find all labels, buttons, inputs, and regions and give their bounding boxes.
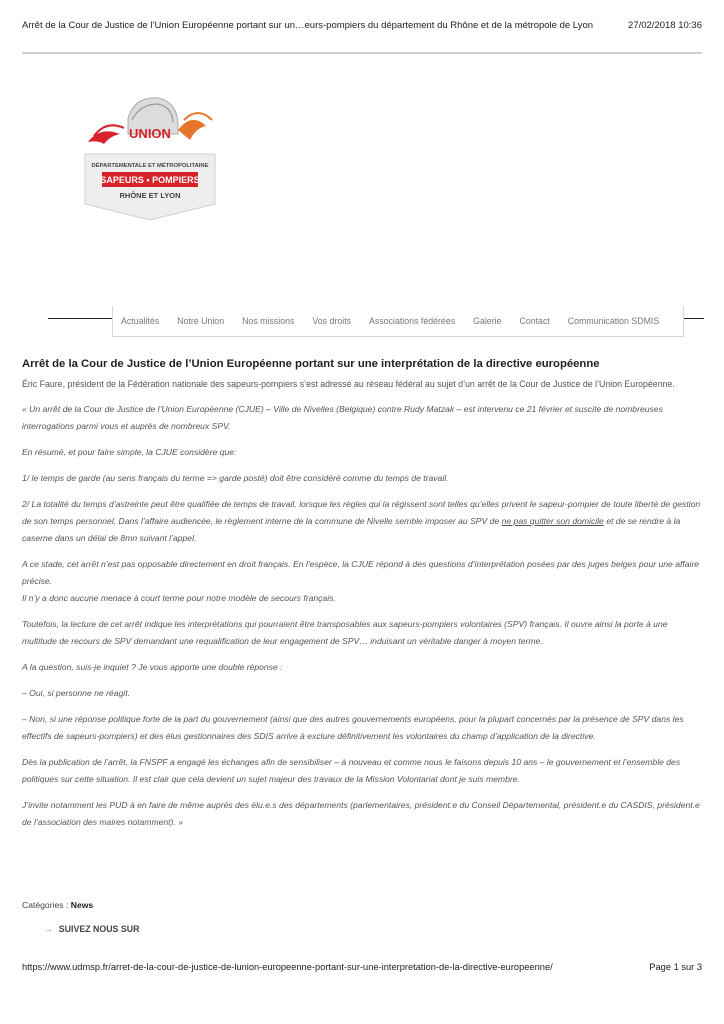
paragraph-text: 2/ La totalité du temps d’astreinte peut être qualifiée de temps de travail, lorsque les règles qui la régissent sont telles qu’elles privent le sapeur-pompier de toute liberté de gestion de son temps personnel. Dans l’affaire audiencée, le règlement interne de la commune de Nivelle semble imposer au SPV de (22, 499, 701, 526)
article-paragraph (22, 496, 702, 547)
nav-item-vos-droits[interactable]: Vos droits (312, 316, 352, 326)
arrow-right-icon: → (44, 924, 53, 934)
article-paragraph: J’invite notamment les PUD à en faire de même auprès des élu.e.s des départements (parlementaires, président.e du Conseil Départemental, président.e du CASDIS, président.e de l’association des maires notamment). » (22, 800, 700, 827)
nav-item-contact[interactable]: Contact (519, 316, 550, 326)
paragraph-text: Il n’y a donc aucune menace à court terme pour notre modèle de secours français. (22, 593, 336, 603)
follow-us[interactable] (44, 924, 139, 934)
underlined-phrase: ne pas quitter son domicile (501, 516, 604, 526)
follow-label: SUIVEZ NOUS SUR (58, 924, 140, 934)
page-number: Page 1 sur 3 (649, 962, 702, 972)
nav-item-galerie[interactable]: Galerie (473, 316, 502, 326)
nav-item-communication[interactable]: Communication SDMIS (567, 316, 660, 326)
nav-item-notre-union[interactable]: Notre Union (177, 316, 225, 326)
article-paragraph: Dès la publication de l’arrêt, la FNSPF a engagé les échanges afin de sensibiliser – à nouveau et comme nous le faisons depuis 10 ans – le gouvernement et l’ensemble des politiques sur cette situation. Il est clair que cela devient un sujet majeur des travaux de la Mission Volontariat dont je suis membre. (22, 757, 681, 784)
union-logo[interactable] (80, 90, 220, 220)
categories (22, 900, 93, 910)
article-paragraph: – Non, si une réponse politique forte de la part du gouvernement (ainsi que des autres gouvernements européens, pour la plupart concernés par la présence de SPV dans les effectifs de sapeurs-pompiers) et des élus gestionnaires des SDIS arrive à exclure définitivement les volontaires du champ d’application de la directive. (22, 714, 684, 741)
category-link[interactable]: News (70, 900, 94, 910)
logo-line1-text: DÉPARTEMENTALE ET MÉTROPOLITAINE (91, 163, 209, 169)
union-logo-graphic (80, 90, 220, 220)
logo-union-text: UNION (129, 126, 171, 141)
article-paragraph: A la question, suis-je inquiet ? Je vous apporte une double réponse : (22, 662, 283, 672)
page-header-title: Arrêt de la Cour de Justice de l’Union Européenne portant sur un…eurs-pompiers du département du Rhône et de la métropole de Lyon (22, 20, 594, 31)
article-paragraph (22, 556, 702, 607)
article-paragraph: En résumé, et pour faire simple, la CJUE considère que: (22, 447, 237, 457)
nav-line-left (48, 318, 114, 319)
article-paragraph: 1/ le temps de garde (au sens français du terme => garde posté) doit être considéré comme du temps de travail. (22, 473, 449, 483)
logo-line2-text: SAPEURS • POMPIERS (100, 175, 200, 185)
article (22, 358, 702, 840)
article-paragraph: Toutefois, la lecture de cet arrêt indique les interprétations qui pourraient être transposables aux sapeurs-pompiers volontaires (SPV) français. Il ouvre ainsi la porte à une multitude de recours de SPV demandant une requalification de leur engagement de SPV… induisant un véritable danger à moyen terme. (22, 619, 668, 646)
article-paragraph: – Oui, si personne ne réagit. (22, 688, 130, 698)
nav-item-actualites[interactable]: Actualités (121, 316, 160, 326)
logo-line3-text: RHÔNE ET LYON (119, 191, 181, 200)
paragraph-text: et de se rendre à la caserne dans un délai de 8mn suivant l’appel. (22, 516, 681, 543)
print-header (22, 20, 702, 31)
categories-label: Catégories : (22, 900, 71, 910)
article-paragraph: « Un arrêt de la Cour de Justice de l’Union Européenne (CJUE) – Ville de Nivelles (Belgique) contre Rudy Matzak – est intervenu ce 21 février et suscite de nombreuses interrogations parmi vous et auprès de nombreux SPV. (22, 404, 663, 431)
paragraph-text: A ce stade, cet arrêt n’est pas opposable directement en droit français. En l’espèce, la CJUE répond à des questions d’interprétation posées par des juges belges pour une affaire précise. (22, 559, 700, 586)
nav-item-associations[interactable]: Associations fédérées (369, 316, 456, 326)
print-timestamp: 27/02/2018 10:36 (628, 20, 702, 31)
nav-item-nos-missions[interactable]: Nos missions (242, 316, 295, 326)
print-footer (22, 962, 702, 972)
article-intro: Éric Faure, président de la Fédération nationale des sapeurs-pompiers s’est adressé au réseau fédéral au sujet d’un arrêt de la Cour de Justice de l’Union Européenne. (22, 379, 675, 389)
header-divider (22, 52, 702, 54)
article-title: Arrêt de la Cour de Justice de l’Union Européenne portant sur une interprétation de la directive européenne (22, 358, 600, 370)
main-nav (48, 306, 704, 336)
page-url: https://www.udmsp.fr/arret-de-la-cour-de-justice-de-lunion-europeenne-portant-sur-une-interpretation-de-la-directive-europeenne/ (22, 962, 553, 972)
nav-menu (112, 306, 684, 337)
